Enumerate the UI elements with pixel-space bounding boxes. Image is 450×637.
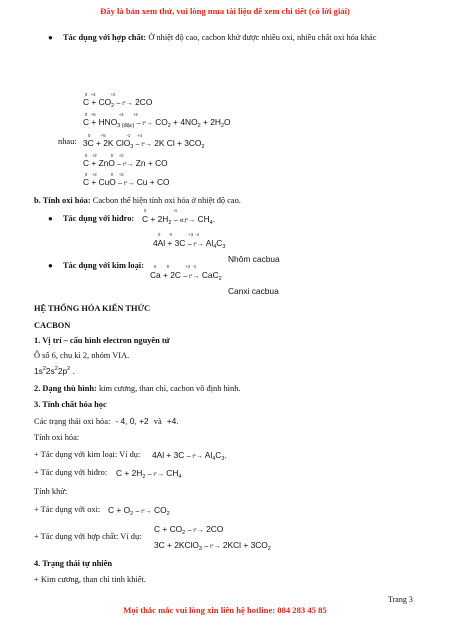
heading-3: 3. Tính chất hóa học bbox=[34, 400, 107, 409]
reaction-al: $4Al + 3C - t^\circ\to Al_4C_3$ bbox=[153, 238, 226, 250]
ox-state: 0 0 +3 -4 bbox=[158, 232, 200, 237]
page-number: Trang 3 bbox=[388, 595, 413, 604]
oxi-hoa-text: Cacbon thể hiện tính oxi hóa ở nhiệt độ cao. bbox=[92, 196, 241, 205]
subject-title: CACBON bbox=[34, 321, 71, 330]
oxi-reaction: $C + O_2 - t^\circ\to CO_2$ bbox=[108, 505, 170, 517]
heading-2 bbox=[34, 385, 240, 393]
heading-1: 1. Vị trí – cấu hình electron nguyên tử bbox=[34, 336, 170, 345]
bullet-icon: ● bbox=[48, 261, 53, 270]
ox-state: 0 +2 0 +2 bbox=[85, 172, 124, 177]
reaction-5: C + CuO – t°→ Cu + CO bbox=[83, 177, 170, 187]
electron-config: $1s^22s^22p^2$ . bbox=[34, 366, 75, 376]
bullet-kimloai-label: Tác dụng với kim loại: bbox=[62, 261, 144, 270]
reaction-hidro: $C + 2H_2 - xt,t^\circ\to CH_4$. bbox=[142, 214, 216, 226]
bullet-hidro bbox=[48, 215, 134, 223]
canxi-cacbua: Canxi cacbua bbox=[228, 286, 279, 296]
hopchat-line: + Tác dụng với hợp chất: Ví dụ: bbox=[34, 532, 142, 541]
reaction-ca: Ca + 2C – t°→ CaC$_2$ bbox=[150, 270, 222, 282]
hidro-reaction: $C + 2H_2 - t^\circ\to CH_4$ bbox=[116, 468, 182, 480]
position-text: Ô số 6, chu kì 2, nhóm VIA. bbox=[34, 351, 130, 360]
bullet-icon: ● bbox=[48, 214, 53, 223]
nhom-cacbua: Nhôm cacbua bbox=[228, 254, 280, 264]
oxidation-states-values: - 4, 0, +2 bbox=[115, 416, 149, 426]
ox-state: 0 0 +2 -1 bbox=[154, 264, 197, 269]
ox-state: 0 +4 +2 bbox=[85, 92, 116, 97]
bullet-icon: ● bbox=[48, 33, 53, 42]
bullet-compound-text: Ở nhiệt độ cao, cacbon khử được nhiều oxi, nhiều chất oxi hóa khác bbox=[148, 33, 377, 42]
bullet-hidro-label: Tác dụng với hiđro: bbox=[62, 214, 135, 223]
oxidation-states-and: và bbox=[153, 417, 162, 426]
ox-state: 0 -4 bbox=[144, 208, 177, 213]
heading-4: 4. Trạng thái tự nhiên bbox=[34, 559, 113, 568]
hopchat-reaction-2: 3C + 2KClO$_3$ – $t^\circ\to 2KCl + 3CO_2$ bbox=[154, 540, 271, 552]
nhau-label: nhau: bbox=[58, 137, 77, 146]
heading-2-label: 2. Dạng thù hình: bbox=[34, 384, 97, 393]
reaction-2: $C + HNO_{3 (đặc)} - t^\circ\to CO_2 + 4NO_2 + 2H_2O$ bbox=[83, 117, 231, 129]
header-banner: Đây là bản xem thử, vui lòng mua tài liệu để xem chi tiết (có lời giải) bbox=[100, 6, 350, 16]
bullet-compound-label: Tác dụng với hợp chất: bbox=[62, 33, 147, 42]
reaction-1: $C + CO_2 - t^\circ\to 2CO$ bbox=[83, 97, 153, 109]
natural-text: + Kim cương, than chì tinh khiết. bbox=[34, 575, 146, 584]
bullet-kimloai bbox=[48, 262, 144, 270]
kimloai-reaction: $4Al + 3C - t^\circ\to Al_4C_3$. bbox=[152, 450, 227, 462]
oxi-hoa-label: b. Tính oxi hóa: bbox=[34, 196, 91, 205]
tinh-khu: Tính khử: bbox=[34, 487, 68, 496]
bullet-compound bbox=[48, 34, 376, 42]
oxi-hoa-heading bbox=[34, 197, 241, 205]
reaction-3: 3C + 2K ClO$_3$ – t°→ 2K $Cl + 3CO_2$ bbox=[83, 138, 205, 150]
ox-state: 0 +2 0 +2 bbox=[85, 153, 124, 158]
tinh-oxi-hoa: Tính oxi hóa: bbox=[34, 433, 80, 442]
oxidation-states-last: +4. bbox=[166, 416, 179, 426]
section-title: HỆ THỐNG HÓA KIẾN THỨC bbox=[34, 304, 151, 313]
kimloai-line: + Tác dụng với kim loại: Ví dụ: bbox=[34, 450, 141, 459]
hopchat-reaction-1: $C + CO_2 - t^\circ\to 2CO$ bbox=[154, 524, 224, 536]
oxi-line: + Tác dụng với oxi: bbox=[34, 505, 101, 514]
footer-banner: Mọi thắc mắc vui lòng xin liên hệ hotline: 084 283 45 85 bbox=[123, 605, 327, 615]
ox-state: 0 +5 -1 +4 bbox=[88, 133, 142, 138]
hidro-line: + Tác dụng với hiđro: bbox=[34, 468, 108, 477]
reaction-4: C + ZnO – t°→ Zn + CO bbox=[83, 158, 168, 168]
oxidation-states bbox=[34, 417, 179, 426]
heading-2-text: kim cương, than chì, cacbon vô định hình. bbox=[98, 384, 241, 393]
ox-state: 0 +5 +4 +4 bbox=[85, 112, 138, 117]
oxidation-states-label: Các trạng thái oxi hóa: bbox=[34, 417, 111, 426]
